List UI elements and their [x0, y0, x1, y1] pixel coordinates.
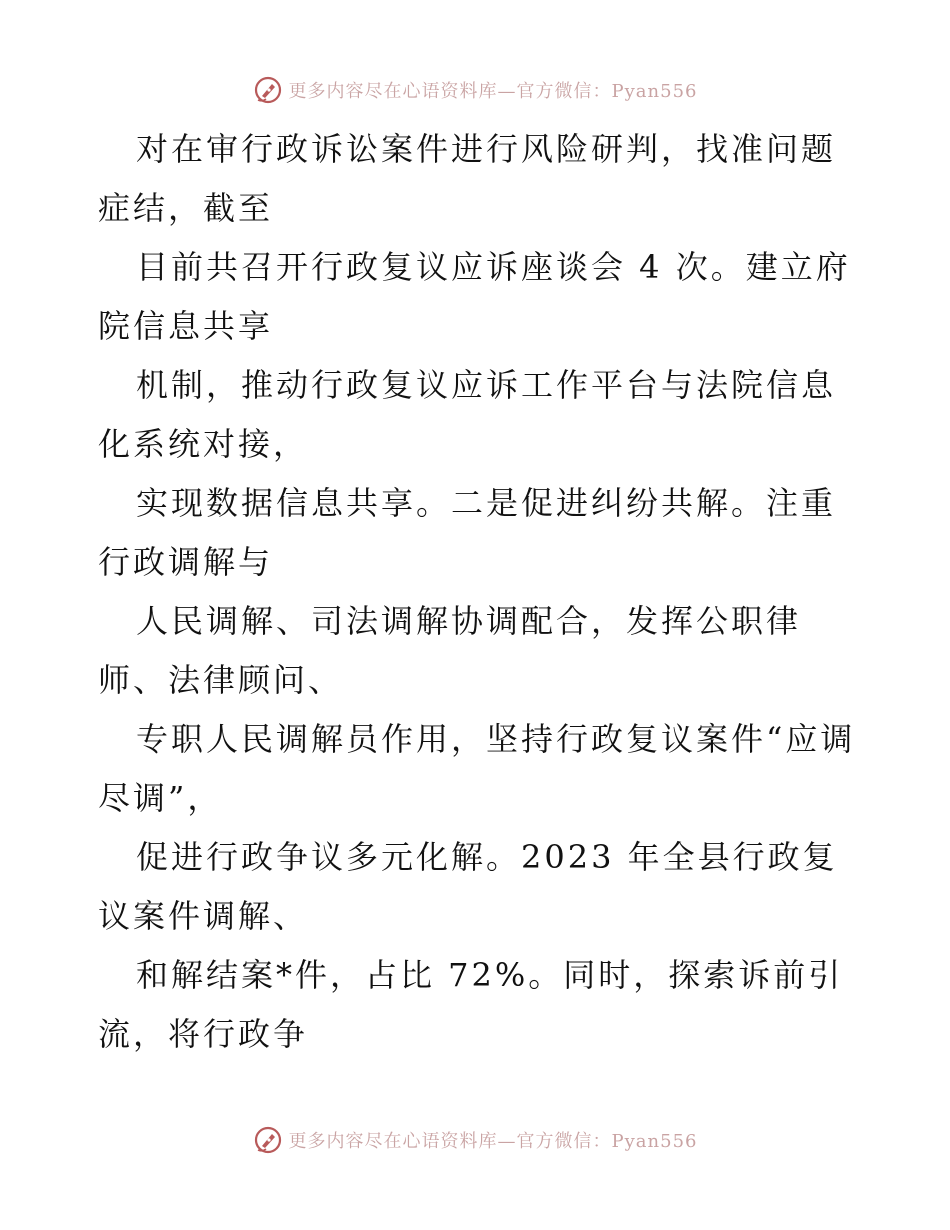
paragraph-line-4: 实现数据信息共享。二是促进纠纷共解。注重行政调解与: [98, 484, 837, 581]
watermark-text: 更多内容尽在心语资料库—官方微信：Pyan556: [288, 81, 698, 102]
paragraph-line-1: 对在审行政诉讼案件进行风险研判，找准问题症结，截至: [98, 130, 837, 227]
watermark-text: 更多内容尽在心语资料库—官方微信：Pyan556: [288, 1131, 698, 1152]
paragraph-line-3: 机制，推动行政复议应诉工作平台与法院信息化系统对接，: [98, 366, 837, 463]
paragraph-line-2: 目前共召开行政复议应诉座谈会 4 次。建立府院信息共享: [98, 248, 851, 345]
header-watermark: [0, 72, 950, 108]
paragraph-line-6: 专职人民调解员作用，坚持行政复议案件“应调尽调”，: [98, 720, 856, 817]
footer-watermark: [0, 1122, 950, 1158]
paragraph-line-7: 促进行政争议多元化解。2023 年全县行政复议案件调解、: [98, 838, 838, 935]
paragraph-line-8: 和解结案*件，占比 72%。同时，探索诉前引流，将行政争: [98, 956, 844, 1053]
pen-nib-circle-icon: [253, 1125, 283, 1155]
document-body: [98, 120, 858, 1064]
paragraph-line-5: 人民调解、司法调解协调配合，发挥公职律师、法律顾问、: [98, 602, 802, 699]
pen-nib-circle-icon: [253, 75, 283, 105]
